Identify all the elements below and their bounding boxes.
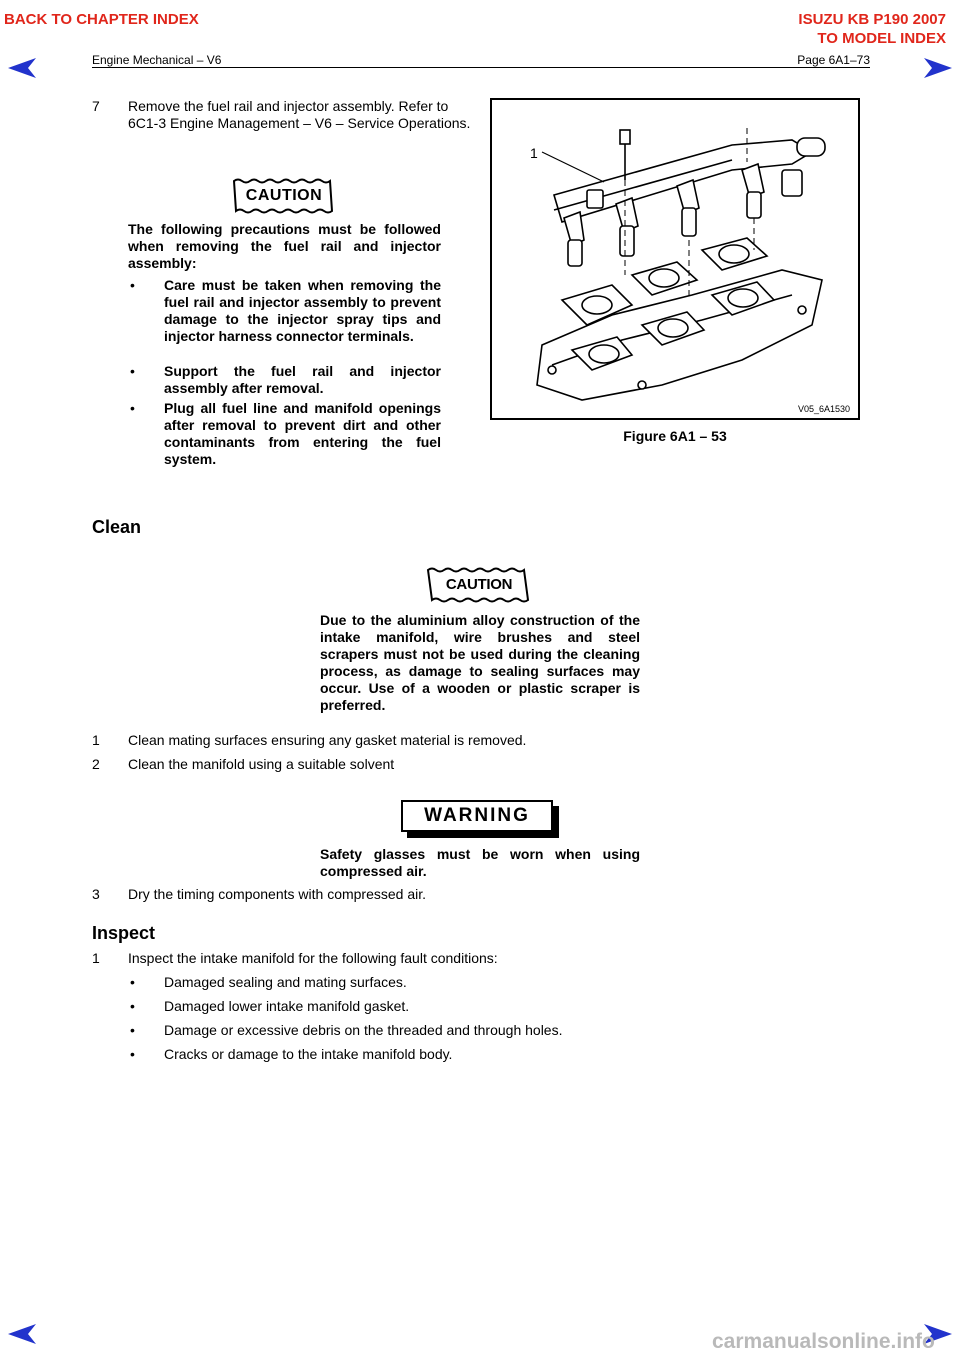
prev-page-arrow-icon[interactable] [8, 1324, 36, 1344]
bullet-marker: • [130, 974, 135, 990]
step-number: 7 [92, 98, 100, 114]
next-page-arrow-icon[interactable] [924, 58, 952, 78]
step-number: 1 [92, 950, 100, 966]
bullet-marker: • [130, 363, 135, 379]
caution-bullet: Care must be taken when removing the fuel rail and injector assembly to prevent damage to the injector spray tips and injector harness connector terminals. [164, 277, 441, 344]
figure-frame [490, 98, 860, 420]
header-rule [92, 67, 870, 68]
caution-bullet: Plug all fuel line and manifold openings after removal to prevent dirt and other contaminants from entering the fuel system. [164, 400, 441, 467]
watermark: carmanualsonline.info [712, 1330, 935, 1353]
step-text: Dry the timing components with compressed air. [128, 886, 427, 902]
inspect-bullet: Damaged lower intake manifold gasket. [164, 998, 410, 1014]
step-text: Clean the manifold using a suitable solvent [128, 756, 395, 772]
caution-intro: The following precautions must be followed when removing the fuel rail and injector assembly: [128, 221, 441, 271]
step-number: 3 [92, 886, 100, 902]
header-page-number: Page 6A1–73 [797, 53, 870, 67]
caution-badge [426, 566, 532, 604]
step-text: Inspect the intake manifold for the following fault conditions: [128, 950, 498, 966]
step-text: Remove the fuel rail and injector assembly. Refer to 6C1-3 Engine Management – V6 – Service Operations. [128, 98, 471, 131]
bullet-marker: • [130, 998, 135, 1014]
step-number: 1 [92, 732, 100, 748]
caution-label: CAUTION [245, 187, 323, 204]
caution-text: Due to the aluminium alloy construction of the intake manifold, wire brushes and steel scrapers must not be used during the cleaning process, as damage to sealing surfaces may occur. Use of a wooden or plastic scraper is preferred. [320, 612, 640, 713]
warning-badge [401, 800, 561, 840]
caution-bullet: Support the fuel rail and injector assembly after removal. [164, 363, 441, 396]
inspect-bullet: Damage or excessive debris on the threaded and through holes. [164, 1022, 563, 1038]
bullet-marker: • [130, 400, 135, 416]
figure-code: V05_6A1530 [798, 404, 851, 414]
step-text: Clean mating surfaces ensuring any gasket material is removed. [128, 732, 527, 748]
section-heading-clean: Clean [92, 517, 142, 537]
caution-label: CAUTION [445, 576, 513, 593]
warning-text: Safety glasses must be worn when using compressed air. [320, 846, 640, 879]
section-heading-inspect: Inspect [92, 923, 156, 943]
figure-callout: 1 [530, 145, 538, 161]
intake-manifold-illustration [492, 100, 858, 418]
caution-badge [232, 177, 336, 215]
warning-label: WARNING [424, 805, 530, 826]
model-index-link[interactable]: TO MODEL INDEX [817, 30, 946, 47]
bullet-marker: • [130, 1046, 135, 1062]
inspect-bullet: Damaged sealing and mating surfaces. [164, 974, 407, 990]
prev-page-arrow-icon[interactable] [8, 58, 36, 78]
bullet-marker: • [130, 277, 135, 293]
inspect-bullet: Cracks or damage to the intake manifold body. [164, 1046, 453, 1062]
bullet-marker: • [130, 1022, 135, 1038]
model-title: ISUZU KB P190 2007 [798, 11, 946, 28]
step-number: 2 [92, 756, 100, 772]
figure-caption: Figure 6A1 – 53 [623, 428, 727, 444]
back-to-chapter-link[interactable]: BACK TO CHAPTER INDEX [4, 11, 199, 28]
header-section-title: Engine Mechanical – V6 [92, 53, 222, 67]
